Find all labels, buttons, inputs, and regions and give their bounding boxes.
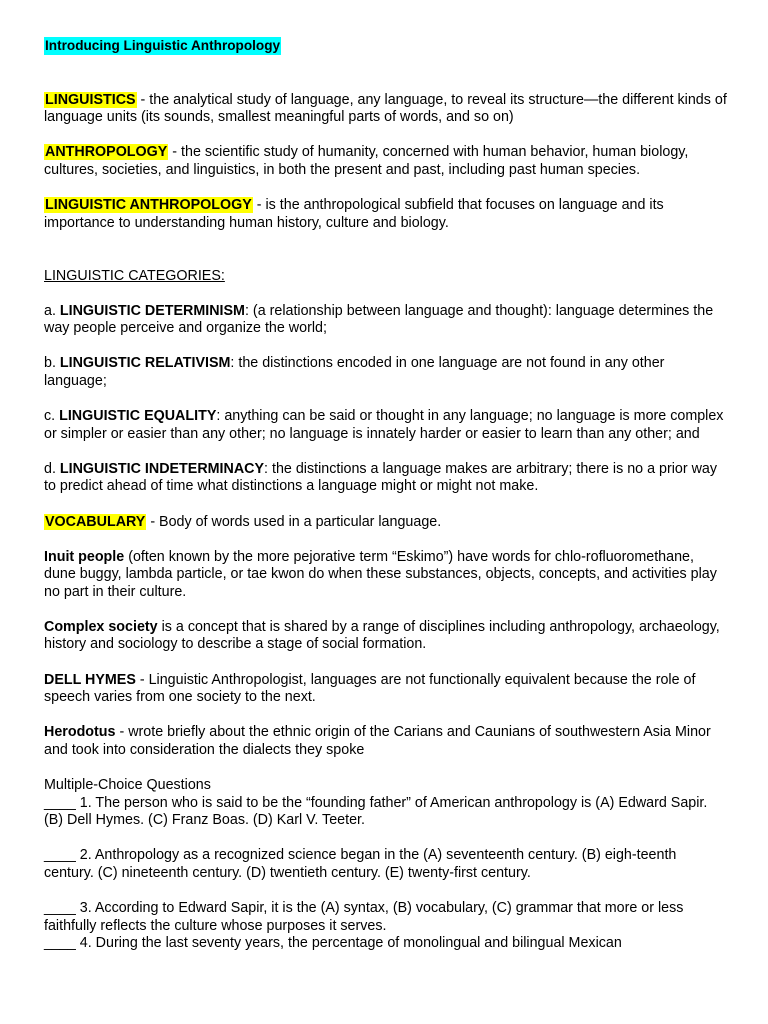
note-term: DELL HYMES <box>44 671 136 688</box>
question-3: ____ 3. According to Edward Sapir, it is the (A) syntax, (B) vocabulary, (C) grammar that more or less faithfully reflects the culture whose purposes it serves. <box>44 899 684 934</box>
definition-term: VOCABULARY <box>45 513 146 530</box>
note-term: Inuit people <box>44 548 125 565</box>
note-dell-hymes <box>44 672 728 707</box>
category-equality: c. LINGUISTIC EQUALITY: anything can be said or thought in any language; no language is more complex or simpler or easier than any other; no language is innately harder or easier to learn than any other; and <box>44 408 724 442</box>
question-2: ____ 2. Anthropology as a recognized science began in the (A) seventeenth century. (B) eigh-teenth century. (C) nineteenth century. (D) twentieth century. (E) twenty-first century. <box>44 847 677 881</box>
definition-anthropology <box>44 144 728 179</box>
category-term: LINGUISTIC EQUALITY <box>59 408 217 425</box>
spacer <box>44 250 728 268</box>
category-term: LINGUISTIC INDETERMINACY <box>59 460 265 477</box>
category-term: LINGUISTIC DETERMINISM <box>59 302 245 319</box>
category-text: : anything can be said or thought in any language; no language is more complex or simpler or easier than any other; no language is innately harder or easier to learn than any other; and <box>44 408 724 442</box>
note-text: - wrote briefly about the ethnic origin of the Carians and Caunians of southwestern Asia Minor and took into consideration the dialects they spoke <box>44 724 711 758</box>
category-term: LINGUISTIC RELATIVISM <box>59 355 231 372</box>
category-indeterminacy: d. LINGUISTIC INDETERMINACY: the distinctions a language makes are arbitrary; there is no a prior way to predict ahead of time what distinctions a language might or might not make. <box>44 460 718 495</box>
note-complex-society <box>44 619 728 654</box>
categories-heading: LINGUISTIC CATEGORIES: <box>44 267 225 284</box>
definition-text: - is the anthropological subfield that focuses on language and its importance to understanding human history, culture and biology. <box>44 196 664 231</box>
definition-linguistics <box>44 92 728 127</box>
category-text: : the distinctions encoded in one language are not found in any other language; <box>44 355 665 390</box>
question-4: ____ 4. During the last seventy years, the percentage of monolingual and bilingual Mexican <box>44 935 622 952</box>
definition-text: - the analytical study of language, any language, to reveal its structure—the different kinds of language units (its sounds, smallest meaningful parts of words, and so on) <box>44 91 727 126</box>
question-1: ____ 1. The person who is said to be the “founding father” of American anthropology is (A) Edward Sapir. (B) Dell Hymes. (C) Franz Boas. (D) Karl V. Teeter. <box>44 794 708 829</box>
document-title: Introducing Linguistic Anthropology <box>45 38 281 53</box>
definition-term: LINGUISTIC ANTHROPOLOGY <box>45 196 252 213</box>
definition-linguistic-anthropology <box>44 197 728 232</box>
category-relativism: b. LINGUISTIC RELATIVISM: the distinctions encoded in one language are not found in any other language; <box>44 355 665 390</box>
mc-heading: Multiple-Choice Questions <box>44 776 211 793</box>
note-text: (often known by the more pejorative term “Eskimo”) have words for chlo-rofluoromethane, dune buggy, lambda particle, or tae kwon do when these substances, objects, concepts, and activities play no part in their culture. <box>44 548 717 600</box>
definition-text: - Body of words used in a particular language. <box>146 513 442 530</box>
category-text: : the distinctions a language makes are arbitrary; there is no a prior way to predict ahead of time what distinctions a language might or might not make. <box>44 460 718 495</box>
category-determinism: a. LINGUISTIC DETERMINISM: (a relationship between language and thought): language determines the way people perceive and organize the world; <box>44 302 714 337</box>
note-term: Complex society <box>44 618 158 635</box>
note-text: - Linguistic Anthropologist, languages are not functionally equivalent because the role of speech varies from one society to the next. <box>44 671 696 706</box>
definition-term: LINGUISTICS <box>45 91 136 108</box>
vocabulary-definition <box>44 514 728 532</box>
note-inuit <box>44 549 728 602</box>
category-text: : (a relationship between language and thought): language determines the way people perceive and organize the world; <box>44 302 714 337</box>
note-herodotus <box>44 724 728 759</box>
note-text: is a concept that is shared by a range of disciplines including anthropology, archaeology, history and sociology to describe a stage of social formation. <box>44 618 720 653</box>
note-term: Herodotus <box>44 724 116 741</box>
definition-term: ANTHROPOLOGY <box>45 144 168 161</box>
definition-text: - the scientific study of humanity, concerned with human behavior, human biology, cultures, societies, and linguistics, in both the present and past, including past human species. <box>44 144 689 178</box>
